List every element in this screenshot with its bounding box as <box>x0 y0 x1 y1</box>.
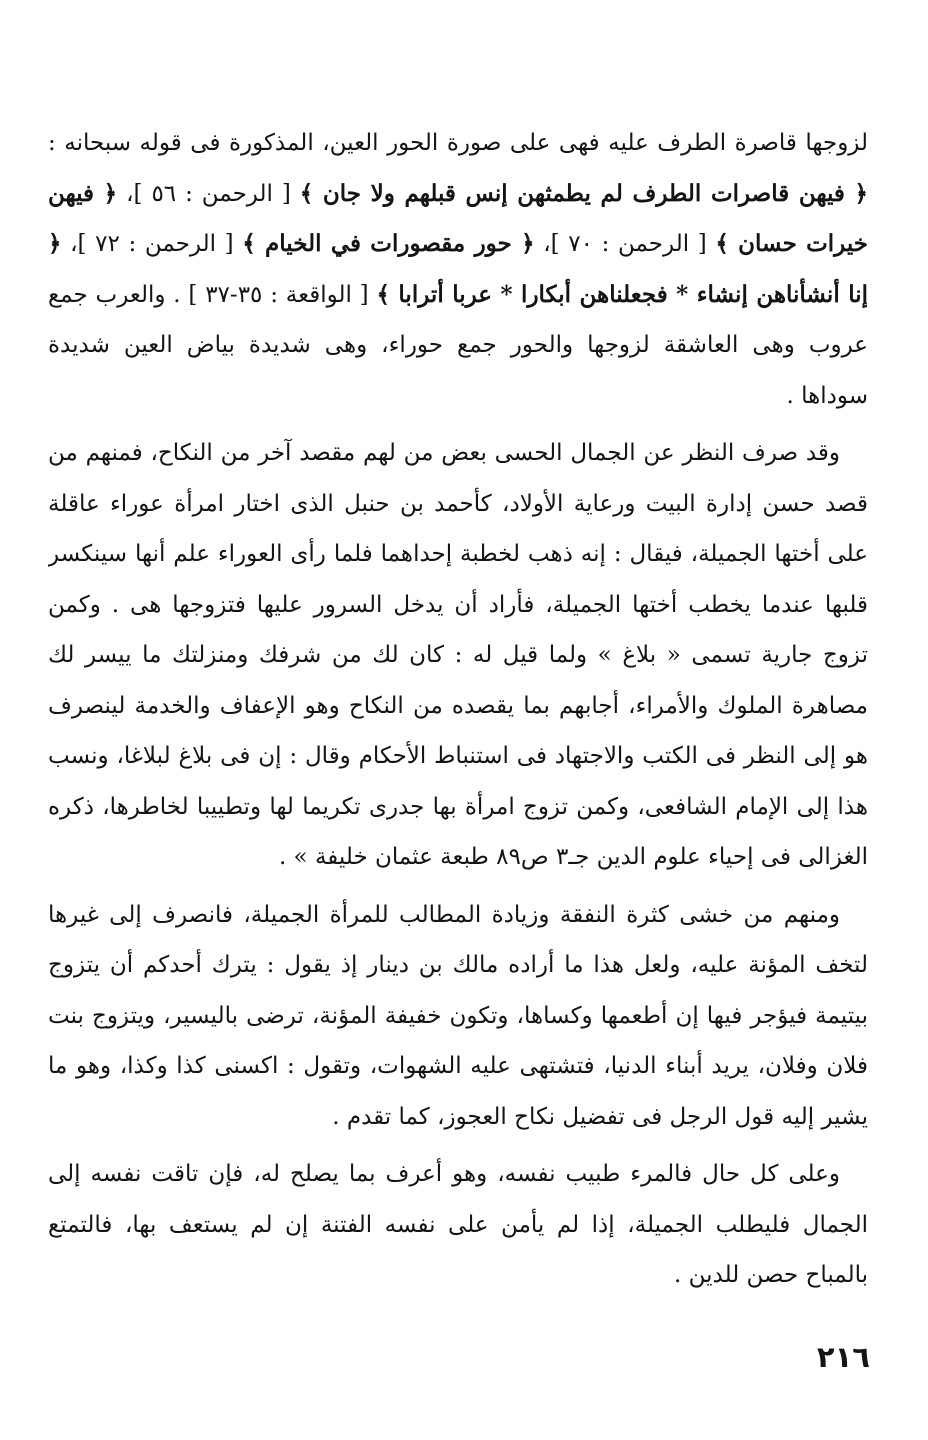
quran-verse: ﴿ حور مقصورات في الخيام ﴾ <box>242 230 535 257</box>
page-body <box>48 118 868 1368</box>
paragraph-3 <box>48 890 868 1143</box>
page-number: ٢١٦ <box>816 1340 870 1374</box>
text-segment: [ الرحمن : ٧٠ ]، <box>534 231 716 257</box>
quran-verse: ﴿ فيهن قاصرات الطرف لم يطمثهن إنس قبلهم ولا جان ﴾ <box>299 179 868 207</box>
quran-verse: ﴿ إنا أنشأناهن إنشاء * فجعلناهن أبكارا * عربا أترابا ﴾ <box>48 230 868 308</box>
text-segment: [ الرحمن : ٥٦ ]، <box>117 180 300 207</box>
text-segment: وعلى كل حال فالمرء طبيب نفسه، وهو أعرف بما يصلح له، فإن تاقت نفسه إلى الجمال فليطلب الجميلة، إذا لم يأمن على نفسه الفتنة إن لم يستعف بها، فالتمتع بالمباح حصن للدين . <box>48 1161 868 1288</box>
text-segment: ومنهم من خشى كثرة النفقة وزيادة المطالب للمرأة الجميلة، فانصرف إلى غيرها لتخف المؤنة عليه، ولعل هذا ما أراده مالك بن دينار إذ يقول : يترك أحدكم أن يتزوج بيتيمة فيؤجر فيها إن أطعمها وكساها، وتكون خفيفة المؤنة، ترضى باليسير، ويتزوج بنت فلان وفلان، يريد أبناء الدنيا، فتشتهى عليه الشهوات، وتقول : اكسنى كذا وكذا، وهو ما يشير إليه قول الرجل فى تفضيل نكاح العجوز، كما تقدم . <box>48 901 868 1130</box>
text-segment: [ الرحمن : ٧٢ ]، <box>61 231 243 257</box>
paragraph-2 <box>48 428 868 883</box>
paragraph-1 <box>48 118 868 421</box>
text-segment: لزوجها قاصرة الطرف عليه فهى على صورة الحور العين، المذكورة فى قوله سبحانه : <box>48 130 868 156</box>
paragraph-4 <box>48 1149 868 1301</box>
quran-verse: ﴿ فيهن خيرات حسان ﴾ <box>48 179 868 257</box>
text-segment: وقد صرف النظر عن الجمال الحسى بعض من لهم مقصد آخر من النكاح، فمنهم من قصد حسن إدارة البيت ورعاية الأولاد، كأحمد بن حنبل الذى اختار امرأة عوراء عاقلة على أختها الجميلة، فيقال : إنه ذهب لخطبة إحداهما فلما رأى العوراء علم أنها سينكسر قلبها عندما يخطب أختها الجميلة، فأراد أن يدخل السرور عليها فتزوجها هى . وكمن تزوج جارية تسمى « بلاغ » ولما قيل له : كان لك من شرفك ومنزلتك ما ييسر لك مصاهرة الملوك والأمراء، أجابهم بما يقصده من النكاح وهو الإعفاف والخدمة لينصرف هو إلى النظر فى الكتب والاجتهاد فى استنباط الأحكام وقال : إن فى بلاغ لبلاغا، ونسب هذا إلى الإمام الشافعى، وكمن تزوج امرأة بها جدرى تكريما لها وتطييبا لخاطرها، ذكره الغزالى فى إحياء علوم الدين جـ٣ ص٨٩ طبعة عثمان خليفة » . <box>48 440 868 870</box>
text-segment: [ الواقعة : ٣٥-٣٧ ] . والعرب جمع عروب وهى العاشقة لزوجها والحور جمع حوراء، وهى شديدة بياض العين شديدة سوداها . <box>48 281 868 409</box>
